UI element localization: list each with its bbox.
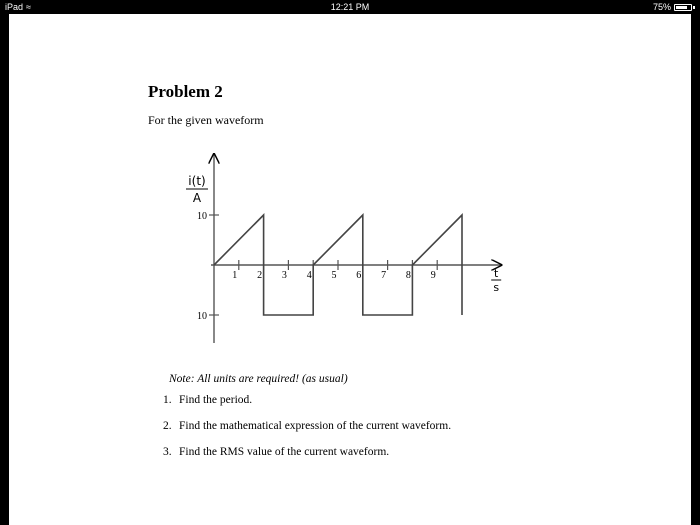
- y-tick-label: 10: [197, 311, 207, 322]
- battery-fill: [676, 6, 687, 9]
- question-item: [163, 394, 451, 408]
- x-tick-label: 9: [430, 270, 436, 281]
- x-tick-label: 5: [331, 270, 337, 281]
- x-tick-label: 2: [257, 270, 263, 281]
- question-item: [163, 446, 451, 460]
- waveform-chart: [169, 152, 529, 362]
- x-tick-label: 1: [232, 270, 238, 281]
- wifi-icon: ≈: [26, 2, 31, 12]
- status-bar: [0, 0, 700, 14]
- document-page[interactable]: [9, 14, 691, 525]
- question-item: [163, 420, 451, 434]
- note-text: Note: All units are required! (as usual): [169, 373, 348, 385]
- device-name: iPad: [5, 2, 24, 12]
- y-tick-label: 10: [197, 211, 207, 222]
- x-tick-label: 7: [381, 270, 387, 281]
- question-number: 2.: [163, 420, 172, 432]
- question-number: 3.: [163, 446, 172, 458]
- battery-icon: [674, 4, 692, 11]
- y-axis-label-denominator: A: [192, 191, 202, 205]
- question-list: [163, 394, 451, 472]
- question-text: Find the RMS value of the current waveform.: [179, 446, 390, 458]
- problem-title: Problem 2: [148, 82, 223, 101]
- question-text: Find the period.: [179, 394, 253, 406]
- x-tick-label: 4: [306, 270, 312, 281]
- battery-nub: [693, 6, 695, 9]
- x-tick-label: 3: [281, 270, 287, 281]
- y-axis-label-numerator: i(t): [188, 174, 206, 188]
- question-text: Find the mathematical expression of the current waveform.: [179, 420, 452, 432]
- x-axis-label-numerator: t: [494, 267, 499, 280]
- question-number: 1.: [163, 394, 172, 406]
- x-tick-label: 6: [356, 270, 362, 281]
- problem-subtitle: For the given waveform: [148, 113, 264, 127]
- x-tick-label: 8: [405, 270, 411, 281]
- battery-percent: 75%: [652, 2, 671, 12]
- axis-ticks: [197, 211, 437, 322]
- x-axis-label-denominator: s: [493, 281, 500, 294]
- status-time: 12:21 PM: [330, 2, 370, 12]
- status-right: [653, 2, 695, 12]
